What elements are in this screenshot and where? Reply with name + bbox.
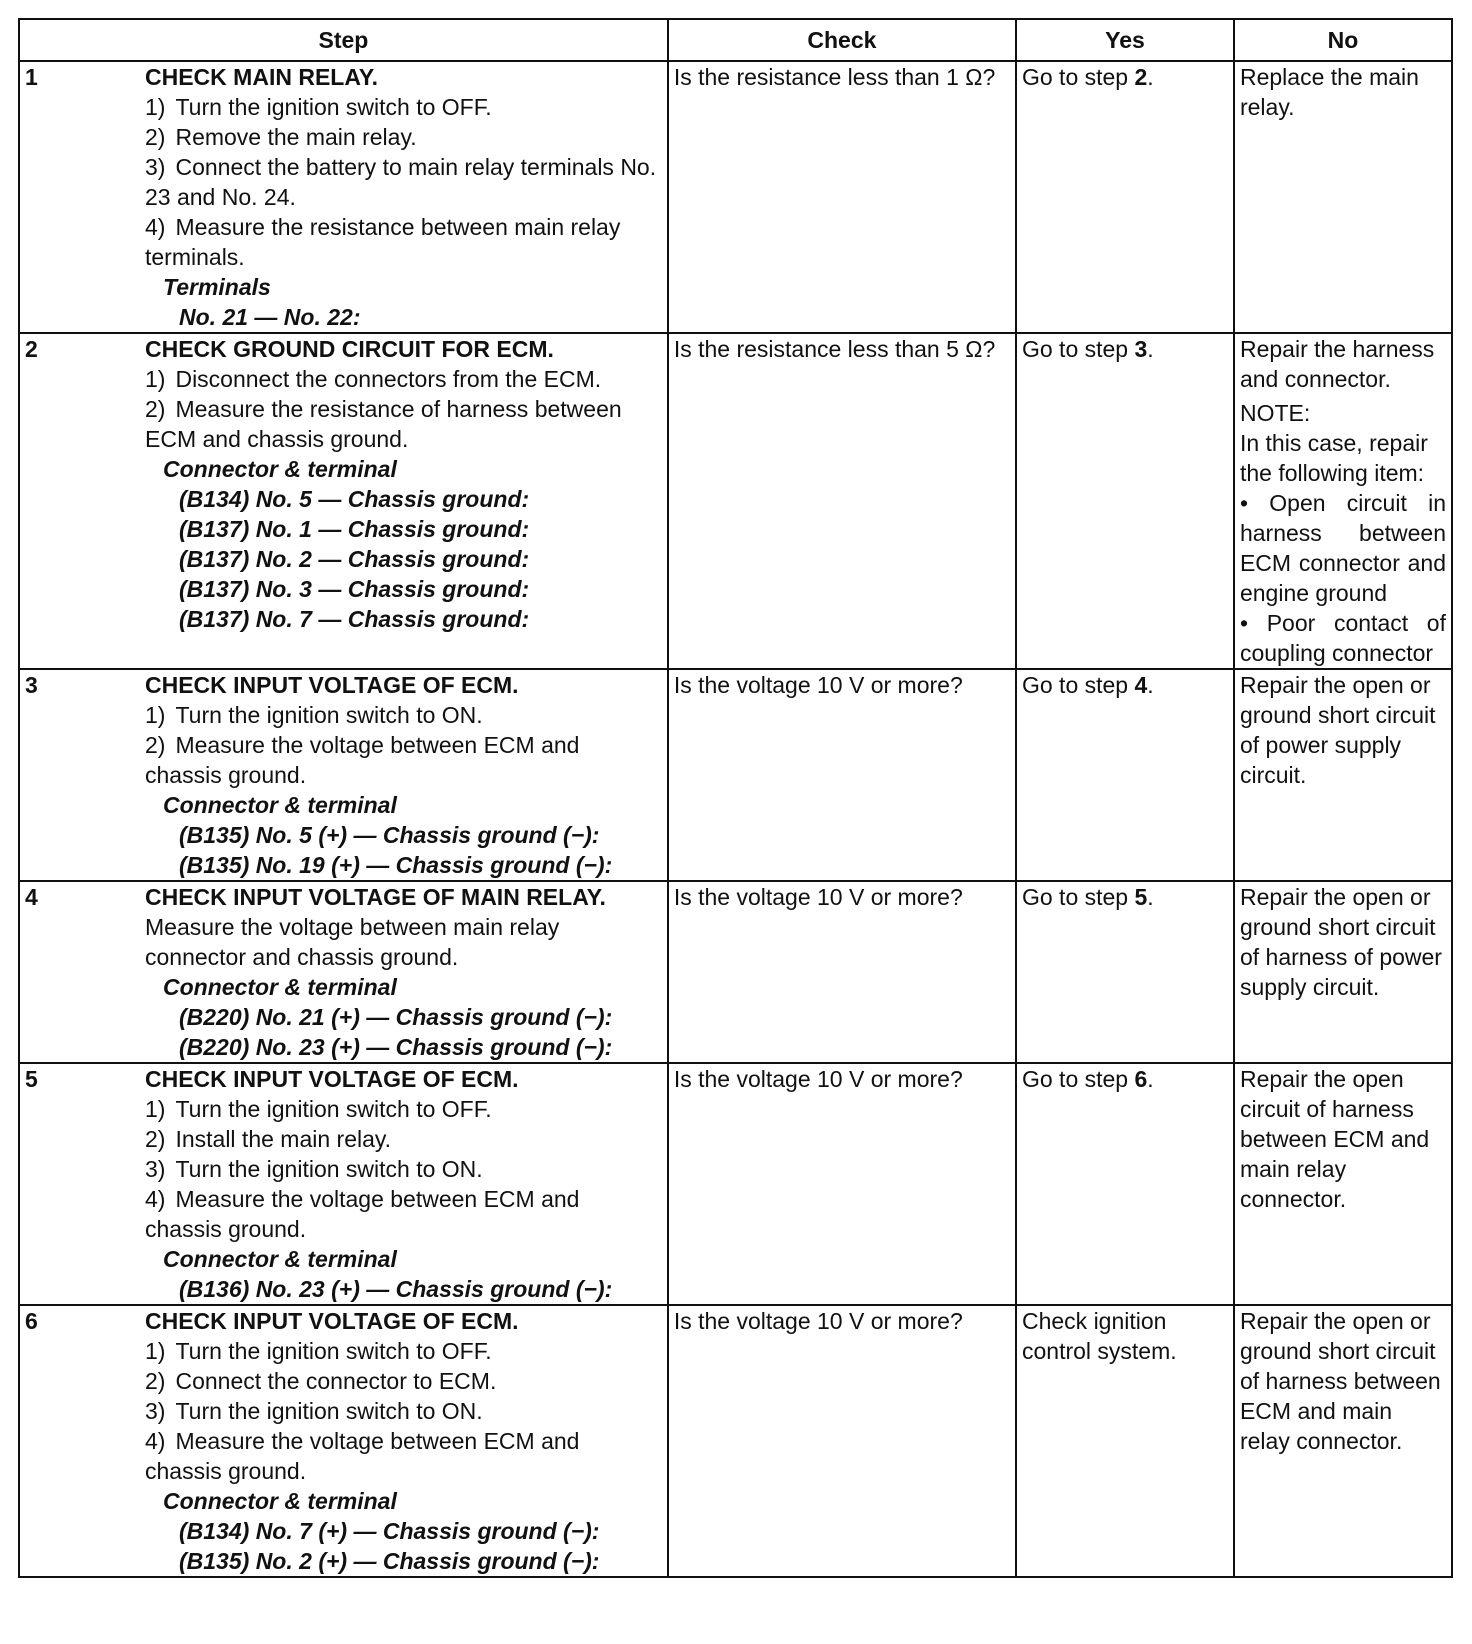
table-body [19, 61, 1452, 1577]
instruction-number: 4) [145, 1186, 166, 1212]
instruction-number: 2) [145, 1368, 166, 1394]
note-text: In this case, repair the following item: [1239, 430, 1428, 486]
step-instructions [145, 912, 662, 1062]
instruction-line [145, 1184, 662, 1244]
step-content [25, 62, 662, 332]
step-instructions [145, 364, 662, 634]
measurement-point: No. 21 — No. 22: [179, 304, 361, 330]
instruction-line [145, 700, 662, 730]
instruction-number: 1) [145, 94, 166, 120]
instruction-number: 2) [145, 732, 166, 758]
instruction-number: 1) [145, 366, 166, 392]
note-bullet: • Open circuit in harness between ECM connector and engine ground [1239, 490, 1446, 606]
table-row [19, 333, 1452, 669]
check-cell: Is the voltage 10 V or more? [668, 1305, 1016, 1577]
step-content [25, 1064, 662, 1304]
instruction-line [145, 364, 662, 394]
no-action-text: Repair the open or ground short circuit of power supply circuit. [1239, 672, 1436, 788]
yes-step-link[interactable]: 5 [1134, 884, 1148, 910]
yes-step-link[interactable]: 3 [1134, 336, 1148, 362]
diagnostic-procedure [18, 18, 1453, 1578]
step-content [25, 1306, 662, 1576]
instruction-text: Turn the ignition switch to ON. [175, 1156, 483, 1182]
instruction-text: Turn the ignition switch to OFF. [175, 94, 492, 120]
step-content [25, 882, 662, 1062]
check-cell: Is the resistance less than 1 Ω? [668, 61, 1016, 333]
step-content [25, 334, 662, 634]
no-action-text: Replace the main relay. [1239, 64, 1419, 120]
measurement-heading: Connector & terminal [163, 1488, 397, 1514]
step-instructions [145, 92, 662, 332]
instruction-line [145, 152, 662, 212]
instruction-number: 2) [145, 1126, 166, 1152]
instruction-number: 3) [145, 154, 166, 180]
yes-cell [1016, 881, 1234, 1063]
yes-suffix: . [1147, 1066, 1154, 1092]
step-cell [19, 333, 668, 669]
no-action-text: Repair the harness and connector. [1239, 336, 1435, 392]
step-number: 4 [25, 884, 38, 910]
instruction-text: Measure the resistance between main relay terminals. [145, 214, 621, 270]
step-cell [19, 881, 668, 1063]
diagnostic-table [18, 18, 1453, 1578]
instruction-line [145, 92, 662, 122]
step-content [25, 670, 662, 880]
yes-suffix: . [1147, 672, 1154, 698]
instruction-text: Remove the main relay. [175, 124, 417, 150]
instruction-text: Measure the resistance of harness between ECM and chassis ground. [145, 396, 622, 452]
yes-text: Go to step [1021, 1066, 1135, 1092]
instruction-line [145, 122, 662, 152]
instruction-text: Turn the ignition switch to ON. [175, 1398, 483, 1424]
instruction-text: Turn the ignition switch to OFF. [175, 1096, 492, 1122]
yes-text: Check ignition control system. [1021, 1308, 1177, 1364]
table-row [19, 881, 1452, 1063]
yes-cell [1016, 669, 1234, 881]
instruction-line [145, 1426, 662, 1486]
step-title: CHECK INPUT VOLTAGE OF ECM. [145, 1308, 519, 1334]
instruction-text: Connect the connector to ECM. [175, 1368, 497, 1394]
instruction-number: 1) [145, 1096, 166, 1122]
step-number: 2 [25, 336, 38, 362]
step-number: 3 [25, 672, 38, 698]
measurement-point: (B137) No. 7 — Chassis ground: [179, 606, 530, 632]
measurement-heading: Connector & terminal [163, 1246, 397, 1272]
yes-cell [1016, 1305, 1234, 1577]
instruction-text: Measure the voltage between ECM and chassis ground. [145, 1186, 580, 1242]
instruction-line [145, 1154, 662, 1184]
instruction-line [145, 1366, 662, 1396]
instruction-line [145, 1396, 662, 1426]
check-cell: Is the voltage 10 V or more? [668, 669, 1016, 881]
yes-cell [1016, 1063, 1234, 1305]
no-action-text: Repair the open or ground short circuit of harness between ECM and main relay connector. [1239, 1308, 1441, 1454]
table-row [19, 61, 1452, 333]
table-row [19, 669, 1452, 881]
instruction-number: 1) [145, 1338, 166, 1364]
measurement-heading: Connector & terminal [163, 792, 397, 818]
yes-cell [1016, 61, 1234, 333]
no-cell [1234, 333, 1452, 669]
step-cell [19, 61, 668, 333]
yes-suffix: . [1147, 884, 1154, 910]
step-number: 5 [25, 1066, 38, 1092]
measurement-heading: Terminals [163, 274, 271, 300]
step-title: CHECK INPUT VOLTAGE OF ECM. [145, 1066, 519, 1092]
no-action-text: Repair the open or ground short circuit of harness of power supply circuit. [1239, 884, 1442, 1000]
no-cell [1234, 669, 1452, 881]
measurement-point: (B220) No. 21 (+) — Chassis ground (−): [179, 1004, 613, 1030]
step-title: CHECK INPUT VOLTAGE OF MAIN RELAY. [145, 884, 606, 910]
instruction-number: 1) [145, 702, 166, 728]
measurement-point: (B135) No. 2 (+) — Chassis ground (−): [179, 1548, 600, 1574]
no-action-text: Repair the open circuit of harness between ECM and main relay connector. [1239, 1066, 1430, 1212]
check-cell: Is the resistance less than 5 Ω? [668, 333, 1016, 669]
instruction-line [145, 1094, 662, 1124]
header-yes: Yes [1016, 19, 1234, 61]
instruction-number: 4) [145, 1428, 166, 1454]
step-number: 6 [25, 1308, 38, 1334]
measurement-point: (B135) No. 19 (+) — Chassis ground (−): [179, 852, 613, 878]
step-cell [19, 669, 668, 881]
measurement-point: (B137) No. 1 — Chassis ground: [179, 516, 530, 542]
measurement-point: (B134) No. 7 (+) — Chassis ground (−): [179, 1518, 600, 1544]
table-header-row [19, 19, 1452, 61]
measurement-point: (B136) No. 23 (+) — Chassis ground (−): [179, 1276, 613, 1302]
instruction-number: 4) [145, 214, 166, 240]
measurement-point: (B135) No. 5 (+) — Chassis ground (−): [179, 822, 600, 848]
measurement-point: (B220) No. 23 (+) — Chassis ground (−): [179, 1034, 613, 1060]
instruction-line [145, 730, 662, 790]
step-instructions [145, 1094, 662, 1304]
step-number: 1 [25, 64, 38, 90]
instruction-text: Turn the ignition switch to OFF. [175, 1338, 492, 1364]
step-title: CHECK GROUND CIRCUIT FOR ECM. [145, 336, 554, 362]
instruction-text: Measure the voltage between main relay connector and chassis ground. [145, 914, 560, 970]
instruction-text: Measure the voltage between ECM and chassis ground. [145, 1428, 580, 1484]
step-cell [19, 1063, 668, 1305]
yes-step-link[interactable]: 6 [1134, 1066, 1148, 1092]
measurement-point: (B137) No. 3 — Chassis ground: [179, 576, 530, 602]
no-cell [1234, 1063, 1452, 1305]
table-row [19, 1305, 1452, 1577]
instruction-number: 3) [145, 1156, 166, 1182]
step-instructions [145, 1336, 662, 1576]
no-cell [1234, 881, 1452, 1063]
measurement-heading: Connector & terminal [163, 974, 397, 1000]
step-title: CHECK MAIN RELAY. [145, 64, 379, 90]
note-bullet: • Poor contact of coupling connector [1239, 610, 1446, 666]
table-row [19, 1063, 1452, 1305]
instruction-text: Install the main relay. [175, 1126, 392, 1152]
step-title: CHECK INPUT VOLTAGE OF ECM. [145, 672, 519, 698]
yes-suffix: . [1147, 336, 1154, 362]
note-label: NOTE: [1239, 400, 1311, 426]
check-cell: Is the voltage 10 V or more? [668, 881, 1016, 1063]
header-no: No [1234, 19, 1452, 61]
instruction-line [145, 1124, 662, 1154]
instruction-text: Disconnect the connectors from the ECM. [175, 366, 602, 392]
measurement-heading: Connector & terminal [163, 456, 397, 482]
yes-text: Go to step [1021, 884, 1135, 910]
measurement-point: (B134) No. 5 — Chassis ground: [179, 486, 530, 512]
instruction-text: Connect the battery to main relay terminals No. 23 and No. 24. [145, 154, 657, 210]
instruction-line [145, 912, 662, 972]
yes-cell [1016, 333, 1234, 669]
no-cell [1234, 61, 1452, 333]
step-cell [19, 1305, 668, 1577]
yes-step-link[interactable]: 2 [1134, 64, 1148, 90]
instruction-line [145, 1336, 662, 1366]
instruction-text: Turn the ignition switch to ON. [175, 702, 483, 728]
yes-suffix: . [1147, 64, 1154, 90]
yes-step-link[interactable]: 4 [1134, 672, 1148, 698]
instruction-text: Measure the voltage between ECM and chassis ground. [145, 732, 580, 788]
check-cell: Is the voltage 10 V or more? [668, 1063, 1016, 1305]
instruction-line [145, 394, 662, 454]
instruction-number: 2) [145, 124, 166, 150]
yes-text: Go to step [1021, 336, 1135, 362]
instruction-number: 2) [145, 396, 166, 422]
header-step: Step [19, 19, 668, 61]
yes-text: Go to step [1021, 672, 1135, 698]
yes-text: Go to step [1021, 64, 1135, 90]
step-instructions [145, 700, 662, 880]
header-check: Check [668, 19, 1016, 61]
measurement-point: (B137) No. 2 — Chassis ground: [179, 546, 530, 572]
instruction-number: 3) [145, 1398, 166, 1424]
no-cell [1234, 1305, 1452, 1577]
instruction-line [145, 212, 662, 272]
